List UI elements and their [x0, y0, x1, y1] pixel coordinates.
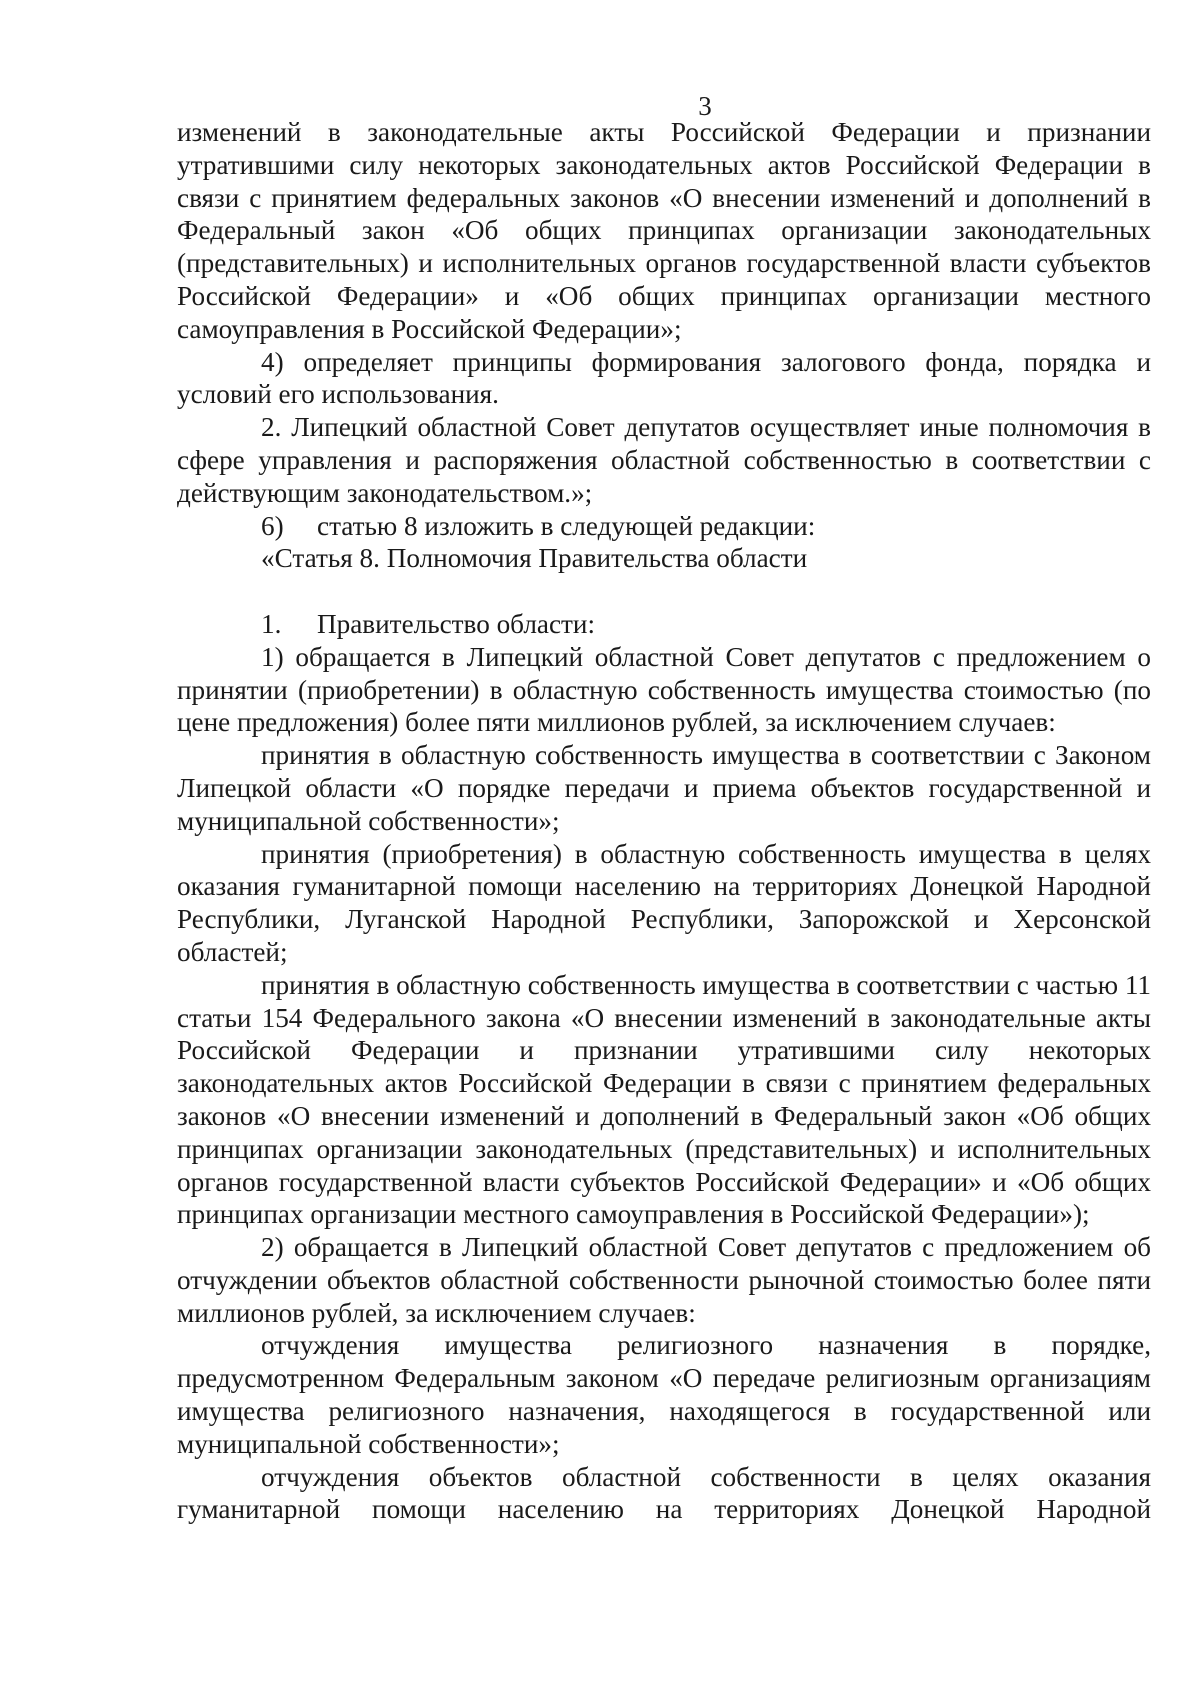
list-item — [177, 608, 1151, 641]
paragraph: принятия (приобретения) в областную собственность имущества в целях оказания гуманитарной помощи населению на территориях Донецкой Народной Республики, Луганской Народной Республики, Запорожской и Херсонской областей; — [177, 838, 1151, 967]
document-body — [177, 116, 1151, 1526]
paragraph: 2. Липецкий областной Совет депутатов осуществляет иные полномочия в сфере управления и распоряжения областной собственностью в соответствии с действующим законодательством.»; — [177, 412, 1151, 508]
paragraph: принятия в областную собственность имущества в соответствии с частью 11 статьи 154 Федерального закона «О внесении изменений в законодательные акты Российской Федерации и признании утратившими силу некоторых законодательных актов Российской Федерации в связи с принятием федеральных законов «О внесении изменений и дополнений в Федеральный закон «Об общих принципах организации законодательных (представительных) и исполнительных органов государственной власти субъектов Российской Федерации» и «Об общих принципах организации местного самоуправления в Российской Федерации»); — [177, 969, 1152, 1230]
paragraph: отчуждения объектов областной собственности в целях оказания гуманитарной помощи населению на территориях Донецкой Народной — [177, 1461, 1151, 1525]
list-item-text: Правительство области: — [317, 608, 596, 639]
list-item-label: 6) — [261, 510, 284, 541]
paragraph: изменений в законодательные акты Российской Федерации и признании утратившими силу некоторых законодательных актов Российской Федерации в связи с принятием федеральных законов «О внесении изменений и дополнений в Федеральный закон «Об общих принципах организации законодательных (представительных) и исполнительных органов государственной власти субъектов Российской Федерации» и «Об общих принципах организации местного самоуправления в Российской Федерации»; — [177, 117, 1151, 344]
article-heading: «Статья 8. Полномочия Правительства области — [261, 543, 808, 574]
paragraph: 2) обращается в Липецкий областной Совет депутатов с предложением об отчуждении объектов областной собственности рыночной стоимостью более пяти миллионов рублей, за исключением случаев: — [177, 1232, 1151, 1328]
paragraph: отчуждения имущества религиозного назначения в порядке, предусмотренном Федеральным законом «О передаче религиозным организациям имущества религиозного назначения, находящегося в государственной или муниципальной собственности»; — [177, 1330, 1151, 1459]
paragraph: 4) определяет принципы формирования залогового фонда, порядка и условий его использования. — [177, 346, 1151, 410]
list-item-label: 1. — [261, 608, 282, 639]
paragraph: 1) обращается в Липецкий областной Совет депутатов с предложением о принятии (приобретении) в областную собственность имущества стоимостью (по цене предложения) более пяти миллионов рублей, за исключением случаев: — [177, 641, 1151, 738]
paragraph: принятия в областную собственность имущества в соответствии с Законом Липецкой области «О порядке передачи и приема объектов государственной и муниципальной собственности»; — [177, 740, 1151, 836]
list-item-text: статью 8 изложить в следующей редакции: — [317, 510, 816, 541]
list-item — [177, 510, 1151, 543]
page-number: 3 — [698, 91, 712, 121]
